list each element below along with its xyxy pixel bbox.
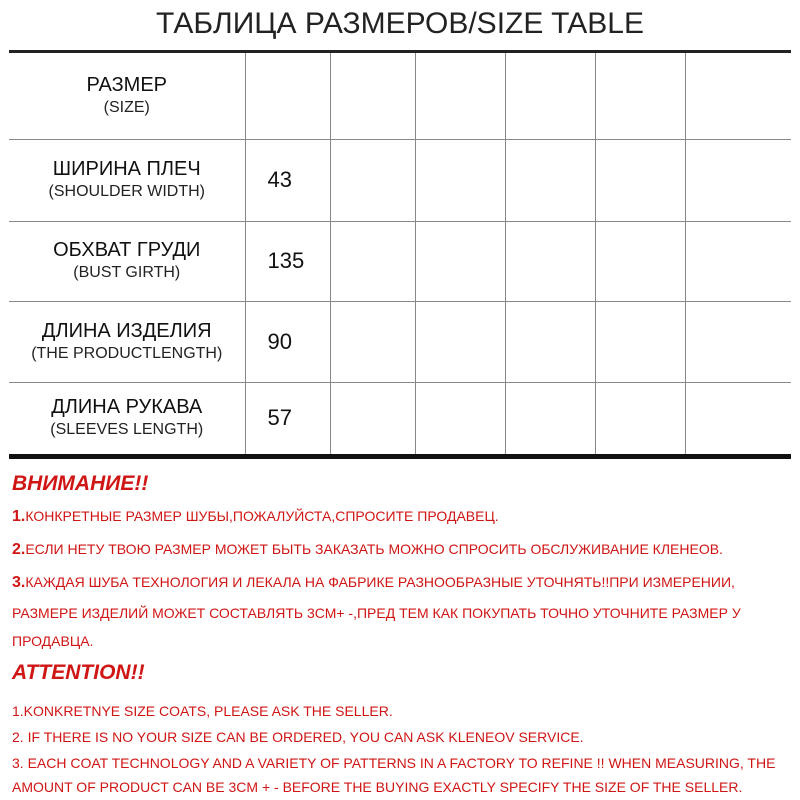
row-label (9, 301, 245, 382)
row-label (9, 139, 245, 221)
size-grid (9, 53, 791, 454)
title-en: /SIZE TABLE (468, 7, 644, 40)
label-en: (BUST GIRTH) (73, 264, 181, 281)
table-row (9, 139, 791, 221)
empty-cell (330, 221, 415, 301)
label-en: (SLEEVES LENGTH) (50, 421, 204, 439)
empty-cell (330, 139, 415, 221)
empty-cell (595, 382, 685, 454)
empty-cell (415, 382, 505, 454)
value-cell: 90 (245, 301, 330, 382)
notice-en-item: AMOUNT OF PRODUCT CAN BE 3CM + - BEFORE THE BUYING EXACTLY SPECIFY THE SIZE OF THE SELLER. (12, 779, 743, 795)
empty-cell (505, 382, 595, 454)
empty-cell (330, 53, 415, 139)
table-bottom-rule (9, 454, 791, 459)
value-cell: 43 (245, 139, 330, 221)
row-label (9, 53, 245, 139)
label-en: (SHOULDER WIDTH) (48, 183, 205, 200)
table-row (9, 53, 791, 139)
empty-cell (595, 221, 685, 301)
label-ru: ДЛИНА ИЗДЕЛИЯ (41, 319, 212, 342)
notice-ru-item-cont: ПРОДАВЦА. (12, 633, 94, 649)
empty-cell (595, 53, 685, 139)
empty-cell (685, 301, 791, 382)
label-en: (THE PRODUCTLENGTH) (31, 344, 223, 362)
label-ru: ДЛИНА РУКАВА (51, 396, 203, 419)
notice-en-item: 2. IF THERE IS NO YOUR SIZE CAN BE ORDERED, YOU CAN ASK KLENEOV SERVICE. (12, 729, 584, 745)
table-row (9, 382, 791, 454)
empty-cell (595, 301, 685, 382)
notice-en-item: 1.KONKRETNYE SIZE COATS, PLEASE ASK THE SELLER. (12, 703, 393, 719)
empty-cell (685, 221, 791, 301)
empty-cell (685, 139, 791, 221)
notice-ru-item-cont: РАЗМЕРЕ ИЗДЕЛИЙ МОЖЕТ СОСТАВЛЯТЬ 3СМ+ -,ПРЕД ТЕМ КАК ПОКУПАТЬ ТОЧНО УТОЧНИТЕ РАЗМЕР У (12, 605, 741, 621)
empty-cell (415, 53, 505, 139)
empty-cell (595, 139, 685, 221)
label-ru: РАЗМЕР (86, 73, 168, 96)
empty-cell (415, 301, 505, 382)
value-cell: 57 (245, 382, 330, 454)
table-row (9, 221, 791, 301)
empty-cell (685, 382, 791, 454)
row-label (9, 221, 245, 301)
notice-ru-heading: ВНИМАНИЕ!! (12, 472, 149, 495)
page-title (0, 2, 800, 46)
value-cell: 135 (245, 221, 330, 301)
label-ru: ОБХВАТ ГРУДИ (53, 239, 201, 261)
empty-cell (330, 301, 415, 382)
notice-ru-item: 1.КОНКРЕТНЫЕ РАЗМЕР ШУБЫ,ПОЖАЛУЙСТА,СПРОСИТЕ ПРОДАВЕЦ. (12, 508, 499, 525)
notes-section (12, 470, 792, 797)
value-cell (245, 53, 330, 139)
notice-ru-item: 2.ЕСЛИ НЕТУ ТВОЮ РАЗМЕР МОЖЕТ БЫТЬ ЗАКАЗАТЬ МОЖНО СПРОСИТЬ ОБСЛУЖИВАНИЕ КЛЕНЕОВ. (12, 541, 723, 558)
notice-en-item: 3. EACH COAT TECHNOLOGY AND A VARIETY OF PATTERNS IN A FACTORY TO REFINE !! WHEN MEASURING, THE (12, 755, 776, 771)
empty-cell (505, 53, 595, 139)
label-en: (SIZE) (103, 98, 150, 116)
empty-cell (505, 301, 595, 382)
empty-cell (415, 221, 505, 301)
notice-en-heading: ATTENTION!! (12, 661, 145, 684)
empty-cell (330, 382, 415, 454)
label-ru: ШИРИНА ПЛЕЧ (52, 158, 201, 180)
empty-cell (505, 139, 595, 221)
notice-ru-item: 3.КАЖДАЯ ШУБА ТЕХНОЛОГИЯ И ЛЕКАЛА НА ФАБРИКЕ РАЗНООБРАЗНЫЕ УТОЧНЯТЬ!!ПРИ ИЗМЕРЕНИИ, (12, 574, 735, 591)
title-ru: ТАБЛИЦА РАЗМЕРОВ (156, 7, 469, 40)
size-table (9, 50, 791, 460)
row-label (9, 382, 245, 454)
table-row (9, 301, 791, 382)
empty-cell (685, 53, 791, 139)
empty-cell (505, 221, 595, 301)
empty-cell (415, 139, 505, 221)
